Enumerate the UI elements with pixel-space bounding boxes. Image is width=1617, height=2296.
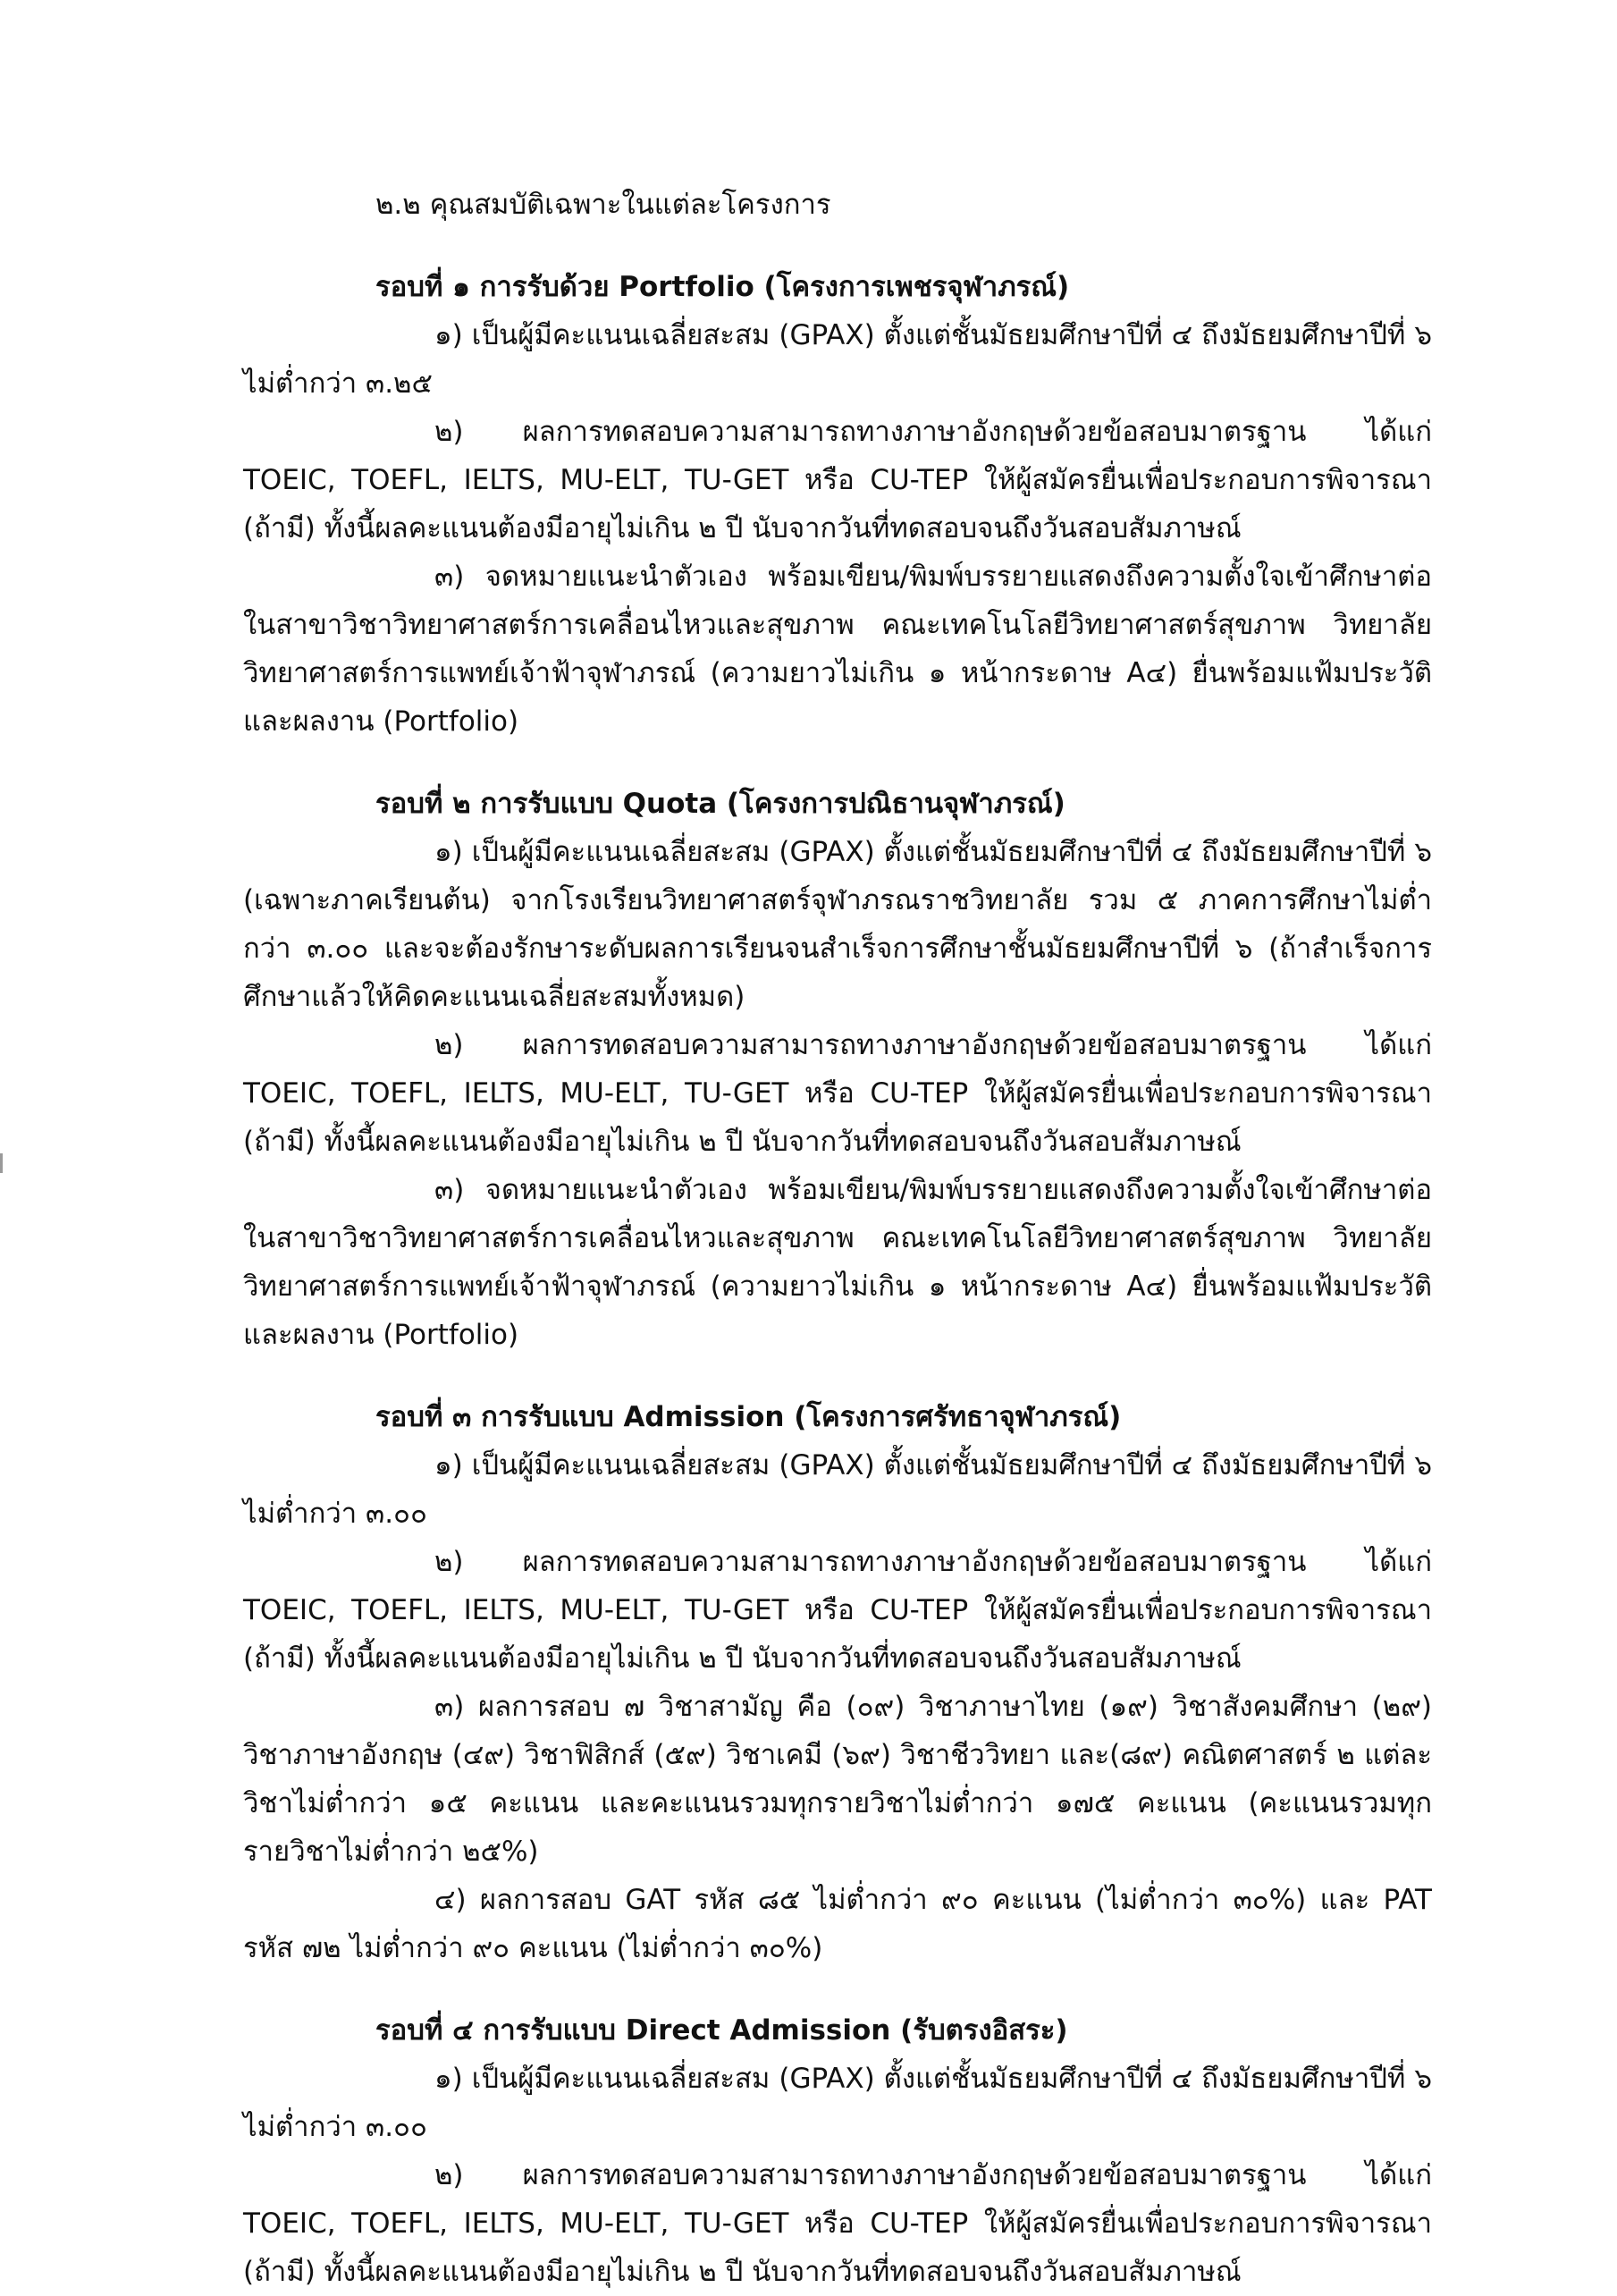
criteria-item: ๒) ผลการทดสอบความสามารถทางภาษาอังกฤษด้วยข้อสอบมาตรฐาน ได้แก่ TOEIC, TOEFL, IELTS, MU-ELT, TU-GET หรือ CU-TEP ให้ผู้สมัครยื่นเพื่อประกอบการพิจารณา (ถ้ามี) ทั้งนี้ผลคะแนนต้องมีอายุไม่เกิน ๒ ปี นับจากวันที่ทดสอบจนถึงวันสอบสัมภาษณ์	[243, 1029, 1432, 1158]
section-round-2	[243, 780, 1432, 1359]
criteria-item: ๓) จดหมายแนะนำตัวเอง พร้อมเขียน/พิมพ์บรรยายแสดงถึงความตั้งใจเข้าศึกษาต่อในสาขาวิชาวิทยาศาสตร์การเคลื่อนไหวและสุขภาพ คณะเทคโนโลยีวิทยาศาสตร์สุขภาพ วิทยาลัยวิทยาศาสตร์การแพทย์เจ้าฟ้าจุฬาภรณ์ (ความยาวไม่เกิน ๑ หน้ากระดาษ A๔) ยื่นพร้อมแฟ้มประวัติและผลงาน (Portfolio)	[243, 1174, 1432, 1351]
section-title: รอบที่ ๔ การรับแบบ Direct Admission (รับตรงอิสระ)	[375, 2014, 1068, 2047]
criteria-item: ๔) ผลการสอบ GAT รหัส ๘๕ ไม่ต่ำกว่า ๙๐ คะแนน (ไม่ต่ำกว่า ๓๐%) และ PAT รหัส ๗๒ ไม่ต่ำกว่า ๙๐ คะแนน (ไม่ต่ำกว่า ๓๐%)	[243, 1884, 1432, 1964]
subsection-heading: ๒.๒ คุณสมบัติเฉพาะในแต่ละโครงการ	[375, 189, 831, 221]
section-title: รอบที่ ๑ การรับด้วย Portfolio (โครงการเพชรจุฬาภรณ์)	[375, 271, 1070, 303]
section-round-3	[243, 1393, 1432, 1972]
section-title: รอบที่ ๓ การรับแบบ Admission (โครงการศรัทธาจุฬาภรณ์)	[375, 1401, 1122, 1433]
section-round-1	[243, 263, 1432, 746]
criteria-item: ๑) เป็นผู้มีคะแนนเฉลี่ยสะสม (GPAX) ตั้งแต่ชั้นมัธยมศึกษาปีที่ ๔ ถึงมัธยมศึกษาปีที่ ๖ (เฉพาะภาคเรียนต้น) จากโรงเรียนวิทยาศาสตร์จุฬาภรณราชวิทยาลัย รวม ๕ ภาคการศึกษาไม่ต่ำกว่า ๓.๐๐ และจะต้องรักษาระดับผลการเรียนจนสำเร็จการศึกษาชั้นมัธยมศึกษาปีที่ ๖ (ถ้าสำเร็จการศึกษาแล้วให้คิดคะแนนเฉลี่ยสะสมทั้งหมด)	[243, 836, 1432, 1013]
criteria-item: ๒) ผลการทดสอบความสามารถทางภาษาอังกฤษด้วยข้อสอบมาตรฐาน ได้แก่ TOEIC, TOEFL, IELTS, MU-ELT, TU-GET หรือ CU-TEP ให้ผู้สมัครยื่นเพื่อประกอบการพิจารณา (ถ้ามี) ทั้งนี้ผลคะแนนต้องมีอายุไม่เกิน ๒ ปี นับจากวันที่ทดสอบจนถึงวันสอบสัมภาษณ์	[243, 1546, 1432, 1675]
page-edge-mark	[0, 1153, 3, 1173]
criteria-item: ๑) เป็นผู้มีคะแนนเฉลี่ยสะสม (GPAX) ตั้งแต่ชั้นมัธยมศึกษาปีที่ ๔ ถึงมัธยมศึกษาปีที่ ๖ ไม่ต่ำกว่า ๓.๒๕	[243, 319, 1432, 400]
criteria-item: ๑) เป็นผู้มีคะแนนเฉลี่ยสะสม (GPAX) ตั้งแต่ชั้นมัธยมศึกษาปีที่ ๔ ถึงมัธยมศึกษาปีที่ ๖ ไม่ต่ำกว่า ๓.๐๐	[243, 1449, 1432, 1530]
criteria-item: ๑) เป็นผู้มีคะแนนเฉลี่ยสะสม (GPAX) ตั้งแต่ชั้นมัธยมศึกษาปีที่ ๔ ถึงมัธยมศึกษาปีที่ ๖ ไม่ต่ำกว่า ๓.๐๐	[243, 2063, 1432, 2143]
section-round-4	[243, 2006, 1432, 2296]
criteria-item: ๓) จดหมายแนะนำตัวเอง พร้อมเขียน/พิมพ์บรรยายแสดงถึงความตั้งใจเข้าศึกษาต่อในสาขาวิชาวิทยาศาสตร์การเคลื่อนไหวและสุขภาพ คณะเทคโนโลยีวิทยาศาสตร์สุขภาพ วิทยาลัยวิทยาศาสตร์การแพทย์เจ้าฟ้าจุฬาภรณ์ (ความยาวไม่เกิน ๑ หน้ากระดาษ A๔) ยื่นพร้อมแฟ้มประวัติและผลงาน (Portfolio)	[243, 561, 1432, 738]
criteria-item: ๓) ผลการสอบ ๗ วิชาสามัญ คือ (๐๙) วิชาภาษาไทย (๑๙) วิชาสังคมศึกษา (๒๙) วิชาภาษาอังกฤษ (๔๙) วิชาฟิสิกส์ (๕๙) วิชาเคมี (๖๙) วิชาชีววิทยา และ(๘๙) คณิตศาสตร์ ๒ แต่ละวิชาไม่ต่ำกว่า ๑๕ คะแนน และคะแนนรวมทุกรายวิชาไม่ต่ำกว่า ๑๗๕ คะแนน (คะแนนรวมทุกรายวิชาไม่ต่ำกว่า ๒๕%)	[243, 1691, 1432, 1868]
criteria-item: ๒) ผลการทดสอบความสามารถทางภาษาอังกฤษด้วยข้อสอบมาตรฐาน ได้แก่ TOEIC, TOEFL, IELTS, MU-ELT, TU-GET หรือ CU-TEP ให้ผู้สมัครยื่นเพื่อประกอบการพิจารณา (ถ้ามี) ทั้งนี้ผลคะแนนต้องมีอายุไม่เกิน ๒ ปี นับจากวันที่ทดสอบจนถึงวันสอบสัมภาษณ์	[243, 2159, 1432, 2288]
criteria-item: ๒) ผลการทดสอบความสามารถทางภาษาอังกฤษด้วยข้อสอบมาตรฐาน ได้แก่ TOEIC, TOEFL, IELTS, MU-ELT, TU-GET หรือ CU-TEP ให้ผู้สมัครยื่นเพื่อประกอบการพิจารณา (ถ้ามี) ทั้งนี้ผลคะแนนต้องมีอายุไม่เกิน ๒ ปี นับจากวันที่ทดสอบจนถึงวันสอบสัมภาษณ์	[243, 416, 1432, 544]
section-title: รอบที่ ๒ การรับแบบ Quota (โครงการปณิธานจุฬาภรณ์)	[375, 788, 1065, 820]
document-body	[243, 181, 1432, 2296]
